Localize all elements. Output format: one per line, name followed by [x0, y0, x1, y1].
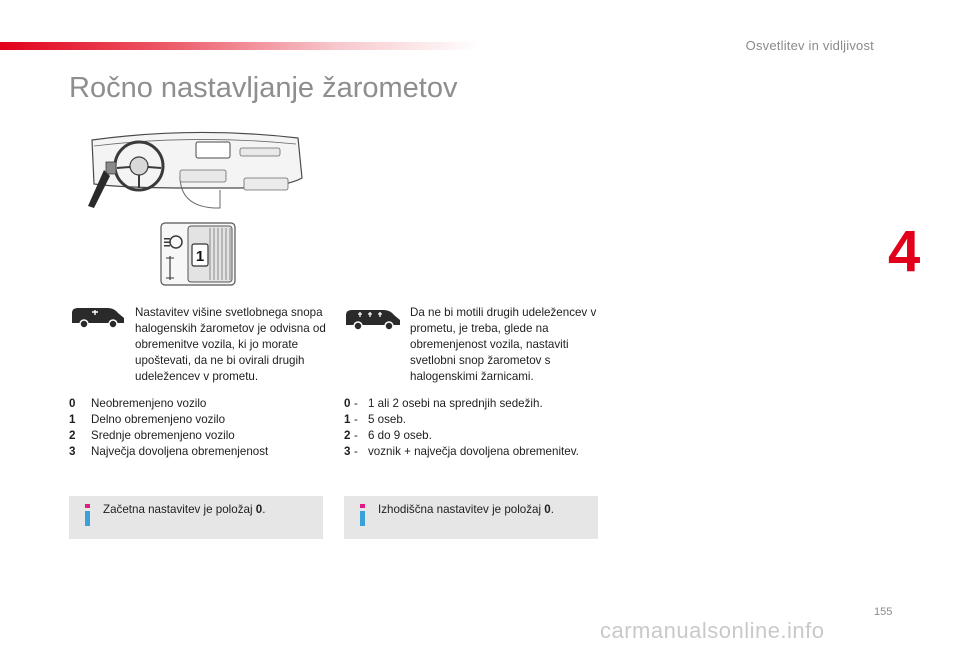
- info-box-right: [344, 496, 598, 539]
- info-icon: [82, 504, 92, 526]
- list-item: 3 - voznik + največja dovoljena obremenitev.: [344, 445, 579, 458]
- left-intro-text: Nastavitev višine svetlobnega snopa halogenskih žarometov je odvisna od obremenitve vozila, ki jo morate upoštevati, da ne bi ovirali drugih udeležencev v prometu.: [135, 306, 326, 383]
- list-item: 1 - 5 oseb.: [344, 413, 407, 426]
- watermark: carmanualsonline.info: [600, 618, 825, 643]
- van-loaded-icon: [344, 307, 402, 331]
- right-intro-text: Da ne bi motili drugih udeležencev v prometu, je treba, glede na obremenjenost vozila, nastaviti svetlobni snop žarometov s halogenskimi žarnicami.: [410, 306, 597, 383]
- dashboard-illustration: [84, 126, 306, 216]
- dial-position-label: 1: [195, 248, 205, 265]
- page-title: Ročno nastavljanje žarometov: [69, 72, 458, 104]
- section-title: Osvetlitev in vidljivost: [745, 38, 874, 53]
- load-level-list: [69, 396, 268, 460]
- info-text: Izhodiščna nastavitev je položaj 0.: [378, 503, 554, 516]
- list-item: 3 Največja dovoljena obremenjenost: [69, 445, 269, 458]
- list-item: 2 - 6 do 9 oseb.: [344, 429, 432, 442]
- info-icon: [357, 504, 367, 526]
- van-icon: [70, 305, 126, 329]
- list-item: 0 Neobremenjeno vozilo: [69, 397, 207, 410]
- page-number: 155: [874, 606, 893, 618]
- info-text: Začetna nastavitev je položaj 0.: [103, 503, 266, 516]
- chapter-number: 4: [888, 219, 921, 284]
- list-item: 1 Delno obremenjeno vozilo: [69, 413, 226, 426]
- header-accent-bar: [0, 42, 480, 50]
- list-item: 0 - 1 ali 2 osebi na sprednjih sedežih.: [344, 397, 543, 410]
- info-box-left: [69, 496, 323, 539]
- headlamp-adjustment-dial: [160, 222, 236, 286]
- list-item: 2 Srednje obremenjeno vozilo: [69, 429, 235, 442]
- occupancy-list: [344, 396, 579, 460]
